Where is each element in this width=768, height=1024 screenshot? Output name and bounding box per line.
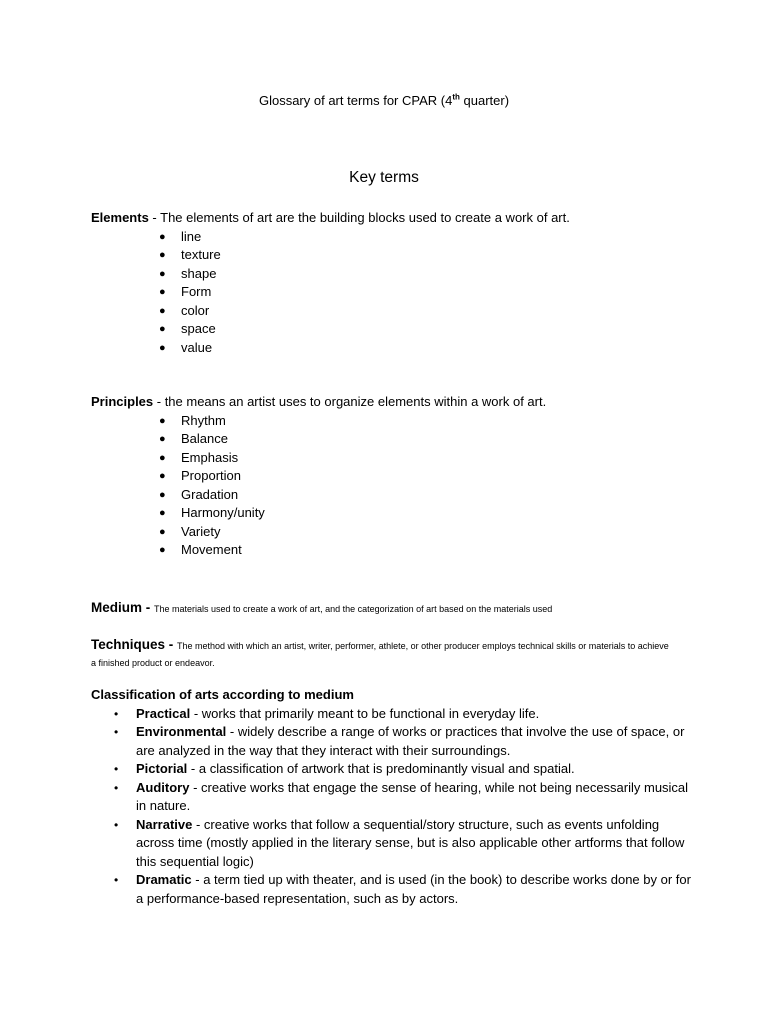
list-item: ● Rhythm	[91, 412, 691, 431]
principles-definition	[91, 393, 691, 412]
bullet-icon: ●	[159, 286, 166, 298]
bullet-icon: •	[114, 706, 119, 721]
bullet-icon: ●	[159, 488, 166, 501]
elements-list	[91, 228, 691, 358]
list-item: ● color	[91, 302, 691, 321]
key-terms-heading: Key terms	[349, 169, 419, 186]
list-item: ● value	[91, 339, 691, 358]
principles-term: Principles	[91, 394, 154, 409]
bullet-icon: •	[114, 873, 119, 887]
elements-definition	[91, 209, 691, 228]
medium-definition-text: The materials used to create a work of art, and the categorization of art based on the materials used	[154, 604, 553, 614]
list-item: ● Variety	[91, 523, 691, 542]
bullet-icon: ●	[159, 230, 166, 243]
bullet-icon: ●	[159, 544, 166, 556]
bullet-icon: •	[114, 762, 119, 776]
list-item: ● space	[91, 320, 691, 339]
principles-section	[91, 393, 691, 560]
bullet-icon: ●	[159, 341, 166, 354]
list-item: • Environmental - widely describe a range of works or practices that involve the use of space, or are analyzed in the way that they interact with their surroundings.	[114, 724, 685, 758]
bullet-icon: ●	[159, 414, 166, 427]
list-item: ● Balance	[91, 430, 691, 449]
classification-section	[91, 686, 691, 908]
techniques-definition-text: The method with which an artist, writer, performer, athlete, or other producer employs technical skills or materials to achieve a finished product or endeavor.	[91, 641, 669, 668]
principles-list	[91, 412, 691, 560]
list-item: ● Harmony/unity	[91, 504, 691, 523]
classification-heading: Classification of arts according to medium	[91, 687, 354, 702]
bullet-icon: ●	[159, 267, 166, 280]
title-suffix: quarter)	[459, 93, 510, 108]
principles-definition-text: - the means an artist uses to organize elements within a work of art.	[153, 394, 547, 409]
techniques-definition: Techniques - The method with which an artist, writer, performer, athlete, or other producer employs technical skills or materials to achieve a finished product or endeavor.	[91, 637, 669, 668]
techniques-term: Techniques	[91, 637, 166, 652]
list-item: • Narrative - creative works that follow a sequential/story structure, such as events unfolding across time (mostly applied in the literary sense, but is also applicable other artforms that follow this sequential logic)	[114, 816, 685, 869]
bullet-icon: ●	[159, 525, 166, 538]
elements-term: Elements	[91, 210, 149, 225]
bullet-icon: •	[114, 725, 119, 739]
list-item: ● Proportion	[91, 467, 691, 486]
list-item: ● Form	[91, 283, 691, 302]
list-item: ● line	[91, 228, 691, 247]
bullet-icon: ●	[159, 507, 166, 519]
document-title	[0, 93, 768, 108]
list-item: ● shape	[91, 265, 691, 284]
list-item: • Practical - works that primarily meant to be functional in everyday life.	[91, 705, 696, 724]
list-item: • Auditory - creative works that engage the sense of hearing, while not being necessarily musical in nature.	[114, 779, 689, 813]
bullet-icon: ●	[159, 323, 166, 335]
list-item: ● Movement	[91, 541, 691, 560]
title-text: Glossary of art terms for CPAR (4	[258, 93, 453, 108]
bullet-icon: •	[114, 780, 119, 795]
bullet-icon: ●	[159, 304, 166, 317]
elements-section	[91, 209, 691, 357]
list-item: ● texture	[91, 246, 691, 265]
bullet-icon: •	[114, 817, 119, 832]
elements-definition-text: - The elements of art are the building blocks used to create a work of art.	[148, 210, 570, 225]
bullet-icon: ●	[159, 433, 166, 445]
list-item: ● Gradation	[91, 486, 691, 505]
bullet-icon: ●	[159, 249, 166, 261]
list-item: • Dramatic - a term tied up with theater, and is used (in the book) to describe works done by or for a performance-based representation, such as by actors.	[114, 872, 691, 906]
medium-definition: Medium - The materials used to create a work of art, and the categorization of art based on the materials used	[91, 600, 553, 615]
bullet-icon: ●	[159, 451, 166, 464]
classification-list	[91, 705, 691, 909]
list-item: • Pictorial - a classification of artwork that is predominantly visual and spatial.	[91, 760, 696, 779]
medium-term: Medium	[91, 600, 143, 615]
title-superscript: th	[452, 92, 460, 102]
list-item: ● Emphasis	[91, 449, 691, 468]
bullet-icon: ●	[159, 470, 166, 482]
